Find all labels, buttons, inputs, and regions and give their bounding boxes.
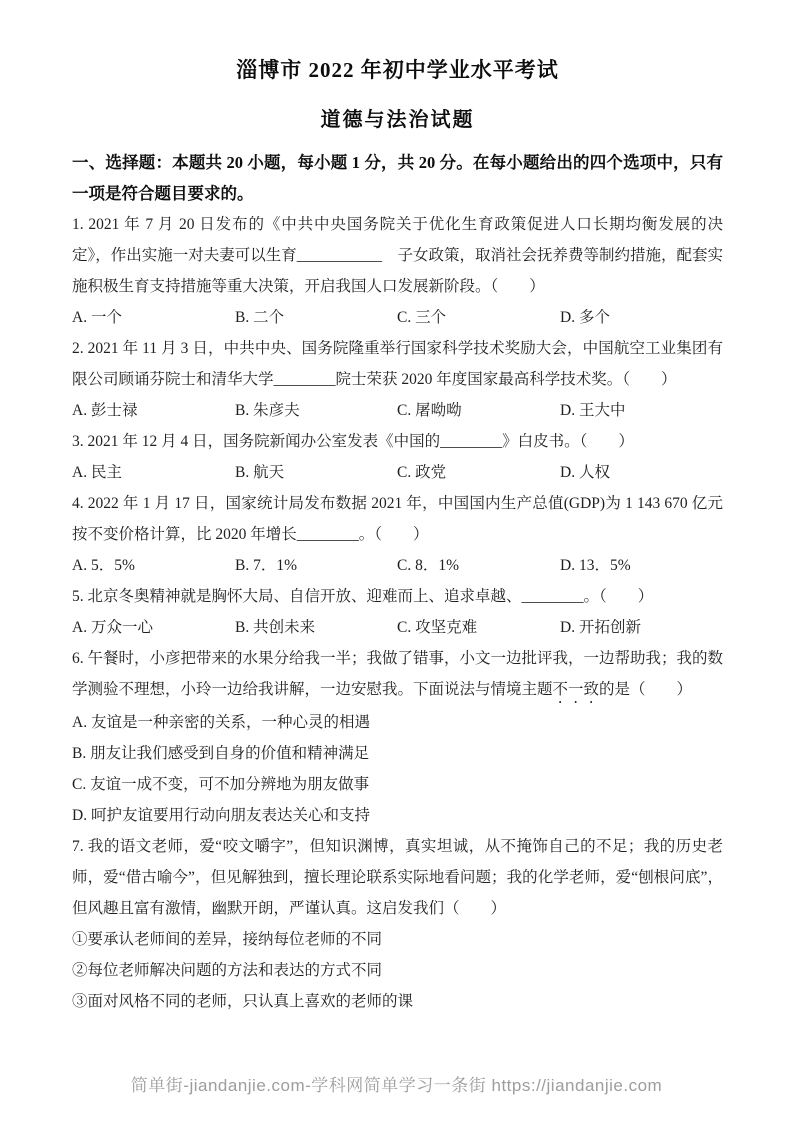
page-subtitle: 道德与法治试题	[320, 109, 475, 131]
option-row	[72, 612, 723, 643]
option-b: B. 二个	[235, 309, 285, 326]
option-d: D. 开拓创新	[560, 619, 641, 636]
question-stem: 4. 2022 年 1 月 17 日，国家统计局发布数据 2021 年，中国国内生产总值(GDP)为 1 143 670 亿元按不变价格计算，比 2020 年增长________。（ ）	[72, 495, 723, 543]
question-stem	[72, 643, 723, 707]
question-block-7	[72, 831, 723, 1017]
option-row	[72, 302, 723, 333]
stem-text: 6. 午餐时，小彦把带来的水果分给我一半；我做了错事，小文一边批评我，一边帮助我；我的数学测验不理想，小玲一边给我讲解，一边安慰我。下面说法与情境主题	[72, 650, 724, 698]
option-b: B. 航天	[235, 464, 285, 481]
question-stem: 1. 2021 年 7 月 20 日发布的《中共中央国务院关于优化生育政策促进人口长期均衡发展的决定》，作出实施一对夫妻可以生育___________ 子女政策，取消社会抚养费等制约措施，配套实施积极生育支持措施等重大决策，开启我国人口发展新阶段。（ ）	[72, 216, 724, 295]
page-title: 淄博市 2022 年初中学业水平考试	[236, 58, 559, 82]
question-block-6	[72, 643, 723, 831]
statement-2: ②每位老师解决问题的方法和表达的方式不同	[72, 962, 383, 979]
question-block-5	[72, 581, 723, 643]
question-stem: 7. 我的语文老师，爱“咬文嚼字”，但知识渊博，真实坦诚，从不掩饰自己的不足；我的历史老师，爱“借古喻今”，但见解独到，擅长理论联系实际地看问题；我的化学老师，爱“刨根问底”，但风趣且富有激情，幽默开朗，严谨认真。这启发我们（ ）	[72, 838, 723, 917]
option-c: C. 友谊一成不变，可不加分辨地为朋友做事	[72, 776, 370, 793]
section-header: 一、选择题：本题共 20 小题，每小题 1 分，共 20 分。在每小题给出的四个选项中，只有一项是符合题目要求的。	[72, 153, 723, 203]
option-a: A. 彭士禄	[72, 402, 138, 419]
option-d: D. 呵护友谊要用行动向朋友表达关心和支持	[72, 807, 370, 824]
stem-emphasized-text: 不一致	[552, 681, 600, 698]
option-a: A. 万众一心	[72, 619, 153, 636]
option-row	[72, 395, 723, 426]
option-a: A. 友谊是一种亲密的关系，一种心灵的相遇	[72, 714, 370, 731]
question-block-1	[72, 209, 723, 333]
statement-3: ③面对风格不同的老师，只认真上喜欢的老师的课	[72, 993, 414, 1010]
option-c: C. 8．1%	[397, 557, 460, 574]
question-block-3	[72, 426, 723, 488]
question-block-4	[72, 488, 723, 581]
option-d: D. 13．5%	[560, 557, 631, 574]
option-a: A. 5．5%	[72, 557, 135, 574]
option-row	[72, 550, 723, 581]
statement-1: ①要承认老师间的差异，接纳每位老师的不同	[72, 931, 383, 948]
option-b: B. 共创未来	[235, 619, 316, 636]
stem-text: 的是（ ）	[599, 681, 693, 698]
question-stem: 2. 2021 年 11 月 3 日，中共中央、国务院隆重举行国家科学技术奖励大会，中国航空工业集团有限公司顾诵芬院士和清华大学________院士荣获 2020 年度国家最高科学技术奖。（ ）	[72, 340, 723, 388]
option-d: D. 王大中	[560, 402, 626, 419]
option-c: C. 政党	[397, 464, 447, 481]
option-a: A. 一个	[72, 309, 122, 326]
option-c: C. 屠呦呦	[397, 402, 462, 419]
option-row	[72, 457, 723, 488]
option-b: B. 朋友让我们感受到自身的价值和精神满足	[72, 745, 370, 762]
question-stem: 5. 北京冬奥精神就是胸怀大局、自信开放、迎难而上、追求卓越、________。（ ）	[72, 588, 654, 605]
option-c: C. 三个	[397, 309, 447, 326]
option-c: C. 攻坚克难	[397, 619, 478, 636]
question-stem: 3. 2021 年 12 月 4 日，国务院新闻办公室发表《中国的________》白皮书。（ ）	[72, 433, 634, 450]
question-block-2	[72, 333, 723, 426]
option-d: D. 多个	[560, 309, 610, 326]
option-b: B. 朱彦夫	[235, 402, 300, 419]
option-d: D. 人权	[560, 464, 610, 481]
option-a: A. 民主	[72, 464, 122, 481]
watermark-footer: 简单街-jiandanjie.com-学科网简单学习一条街 https://jiandanjie.com	[130, 1076, 663, 1095]
option-b: B. 7．1%	[235, 557, 298, 574]
